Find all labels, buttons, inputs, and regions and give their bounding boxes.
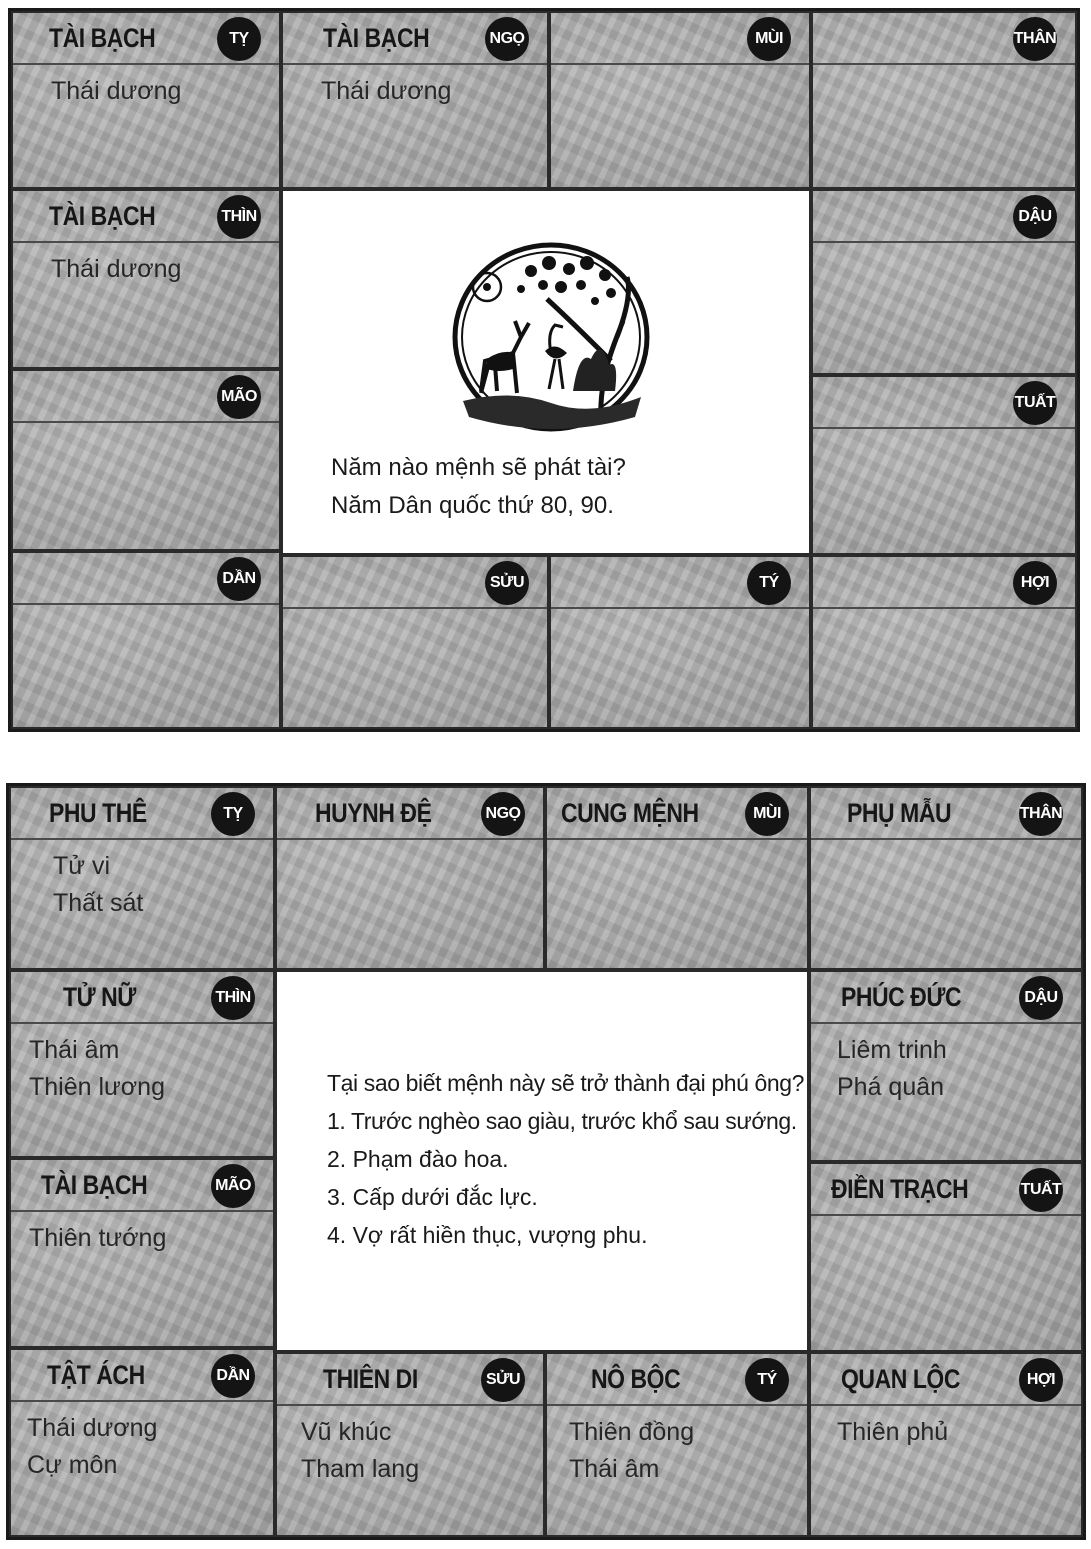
branch-badge: TỴ [211, 792, 255, 836]
palace-huynh-de [275, 786, 545, 970]
palace-no-boc [545, 1352, 809, 1537]
center-panel [275, 970, 809, 1352]
branch-badge: THÂN [1019, 792, 1063, 836]
palace-title: TÀI BẠCH [49, 201, 156, 231]
palace-tuat [811, 375, 1077, 555]
palace-title: ĐIỀN TRẠCH [831, 1174, 969, 1204]
palace-dau [811, 189, 1077, 375]
branch-badge: TÝ [747, 561, 791, 605]
branch-badge: DẦN [211, 1354, 255, 1398]
branch-badge: SỬU [485, 561, 529, 605]
palace-title: TỬ NỮ [63, 982, 136, 1012]
horoscope-chart-2 [6, 783, 1086, 1540]
branch-badge: MÃO [217, 375, 261, 419]
palace-title: TÀI BẠCH [49, 23, 156, 53]
star-name: Cự môn [27, 1451, 118, 1479]
palace-phuc-duc [809, 970, 1083, 1162]
star-list [51, 73, 181, 110]
star-name: Thất sát [53, 889, 144, 917]
palace-title: HUYNH ĐỆ [315, 798, 432, 828]
palace-title: TÀI BẠCH [323, 23, 430, 53]
star-name: Thiên phủ [837, 1418, 949, 1446]
branch-badge: TUẤT [1013, 381, 1057, 425]
palace-cung-menh [545, 786, 809, 970]
center-panel [281, 189, 811, 555]
star-name: Thái âm [569, 1455, 660, 1483]
star-list [29, 1220, 166, 1257]
palace-thin [11, 189, 281, 369]
branch-badge: THÌN [217, 195, 261, 239]
branch-badge: TỴ [217, 17, 261, 61]
palace-title: PHÚC ĐỨC [841, 982, 962, 1012]
question-text: Năm nào mệnh sẽ phát tài? [331, 454, 626, 481]
branch-badge: TUẤT [1019, 1168, 1063, 1212]
palace-thien-di [275, 1352, 545, 1537]
palace-dien-trach [809, 1162, 1083, 1352]
question-text: Tại sao biết mệnh này sẽ trở thành đại phú ông? [327, 1070, 805, 1096]
star-name: Thiên lương [29, 1073, 165, 1101]
star-list [837, 1032, 947, 1106]
palace-title: NÔ BỘC [591, 1364, 681, 1394]
answer-line: 3. Cấp dưới đắc lực. [327, 1184, 538, 1210]
star-name: Liêm trinh [837, 1036, 947, 1064]
palace-title: CUNG MỆNH [561, 798, 699, 828]
palace-title: QUAN LỘC [841, 1364, 960, 1394]
star-name: Thiên đồng [569, 1418, 695, 1446]
palace-phu-the [9, 786, 275, 970]
branch-badge: TÝ [745, 1358, 789, 1402]
branch-badge: MÃO [211, 1164, 255, 1208]
branch-badge: THÂN [1013, 17, 1057, 61]
palace-tat-ach [9, 1348, 275, 1537]
palace-suu [281, 555, 549, 729]
palace-tu-nu [9, 970, 275, 1158]
star-list [53, 848, 143, 922]
star-list [301, 1414, 419, 1488]
branch-badge: HỢI [1013, 561, 1057, 605]
branch-badge: DẦN [217, 557, 261, 601]
branch-badge: MÙI [745, 792, 789, 836]
palace-tai-bach [9, 1158, 275, 1348]
palace-dan [11, 551, 281, 729]
answer-text: Năm Dân quốc thứ 80, 90. [331, 492, 614, 519]
answer-line: 4. Vợ rất hiền thục, vượng phu. [327, 1222, 648, 1248]
palace-mui [549, 11, 811, 189]
branch-badge: THÌN [211, 976, 255, 1020]
star-name: Thái dương [321, 77, 452, 105]
star-list [569, 1414, 694, 1488]
branch-badge: HỢI [1019, 1358, 1063, 1402]
answer-line: 1. Trước nghèo sao giàu, trước khổ sau sướng. [327, 1108, 797, 1134]
branch-badge: DẬU [1013, 195, 1057, 239]
palace-title: PHỤ MẪU [847, 798, 952, 828]
palace-mao [11, 369, 281, 551]
star-list [51, 251, 181, 288]
star-name: Vũ khúc [301, 1418, 392, 1446]
star-list [29, 1032, 165, 1106]
horoscope-chart-1 [8, 8, 1080, 732]
answer-line: 2. Phạm đào hoa. [327, 1146, 509, 1172]
star-name: Thái dương [51, 255, 182, 283]
palace-ngo [281, 11, 549, 189]
palace-title: TÀI BẠCH [41, 1170, 148, 1200]
palace-ty-top [11, 11, 281, 189]
star-name: Thái âm [29, 1036, 120, 1064]
star-name: Thái dương [51, 77, 182, 105]
palace-ty-bottom [549, 555, 811, 729]
palace-title: THIÊN DI [323, 1364, 418, 1394]
palace-hoi [811, 555, 1077, 729]
star-list [321, 73, 451, 110]
branch-badge: NGỌ [481, 792, 525, 836]
star-name: Tử vi [53, 852, 111, 880]
branch-badge: DẬU [1019, 976, 1063, 1020]
star-name: Tham lang [301, 1455, 420, 1483]
deer-crane-medallion-illustration [451, 241, 651, 433]
star-list [27, 1410, 157, 1484]
star-name: Phá quân [837, 1073, 945, 1101]
star-name: Thiên tướng [29, 1224, 167, 1252]
palace-quan-loc [809, 1352, 1083, 1537]
star-list [837, 1414, 948, 1451]
branch-badge: NGỌ [485, 17, 529, 61]
palace-phu-mau [809, 786, 1083, 970]
star-name: Thái dương [27, 1414, 158, 1442]
branch-badge: MÙI [747, 17, 791, 61]
palace-than [811, 11, 1077, 189]
branch-badge: SỬU [481, 1358, 525, 1402]
palace-title: TẬT ÁCH [47, 1360, 145, 1390]
palace-title: PHU THÊ [49, 798, 147, 828]
